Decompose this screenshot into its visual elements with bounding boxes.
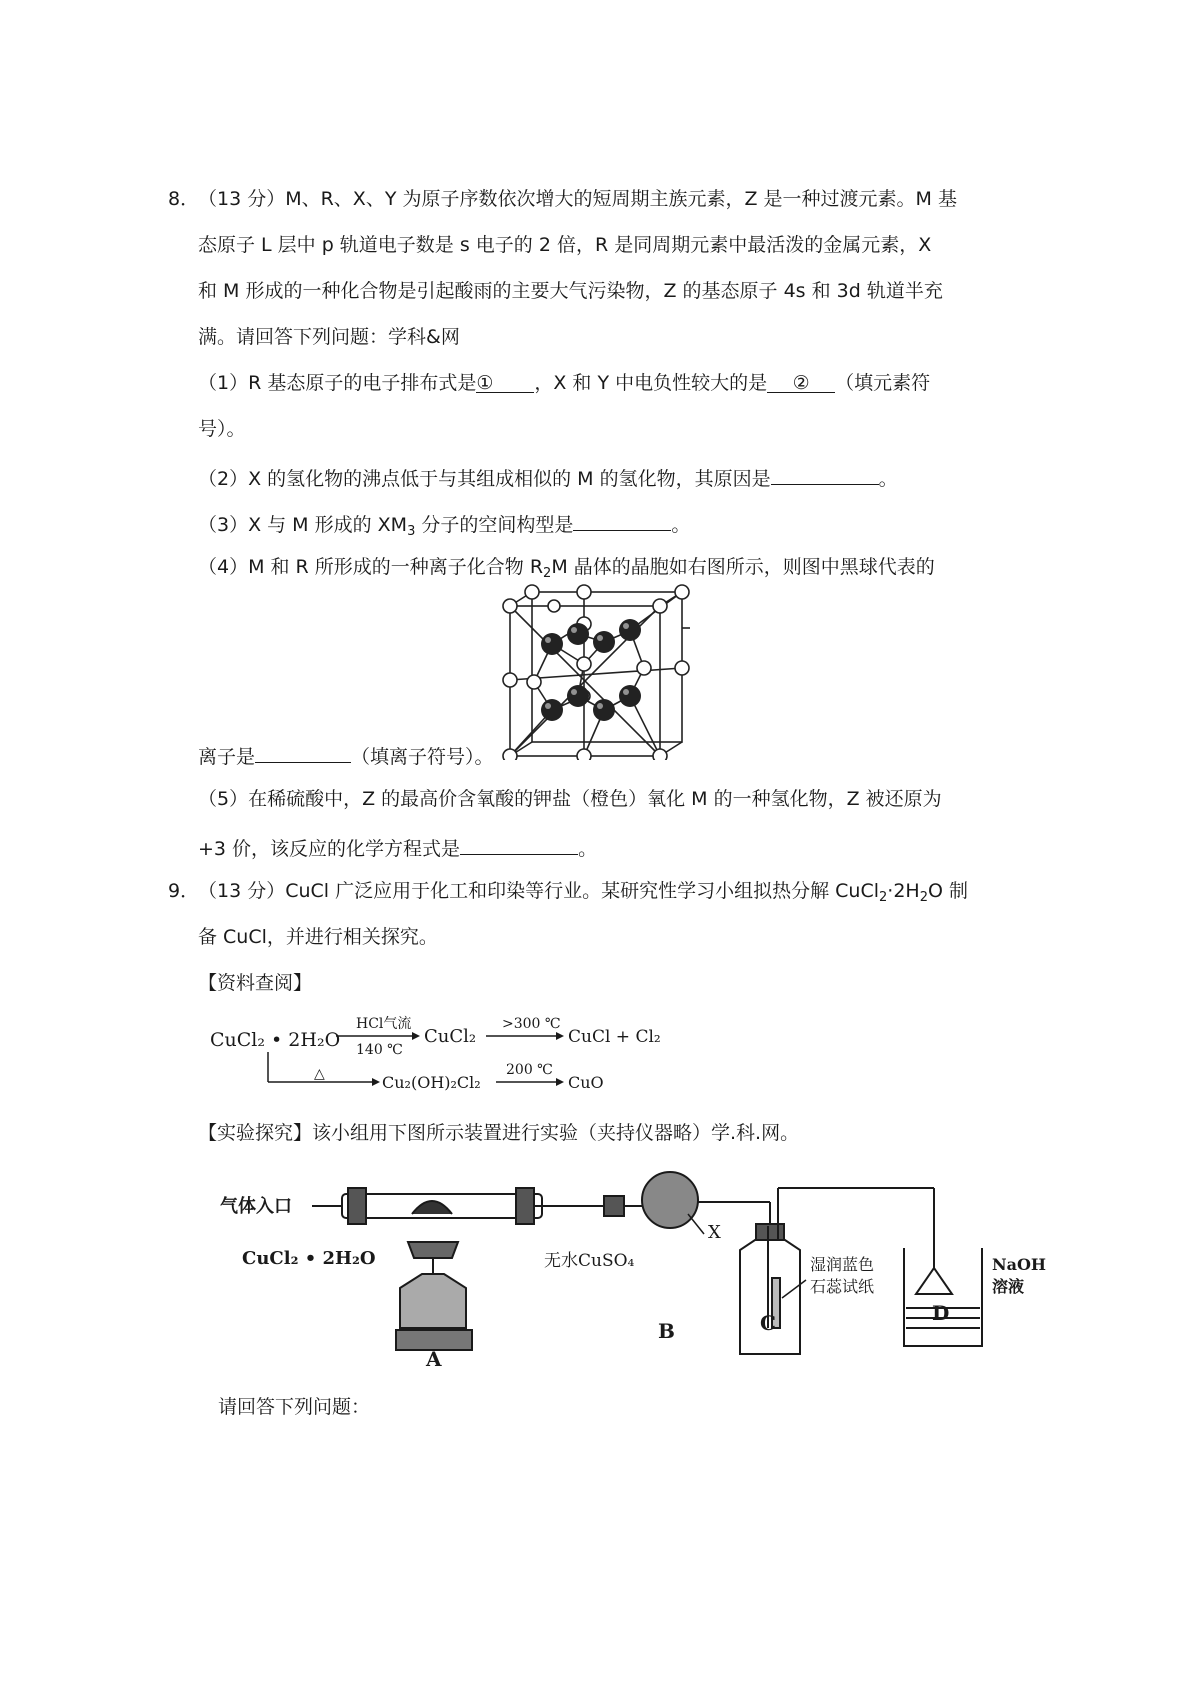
q8-part1-text-b: ，X 和 Y 中电负性较大的是 [534, 372, 768, 394]
label-b: B [658, 1319, 675, 1343]
q8-blank-5[interactable] [255, 740, 351, 763]
scheme-end1: CuCl + Cl₂ [568, 1027, 661, 1047]
q9-ref-title: 【资料查阅】 [198, 972, 313, 994]
q8-part4-sub: 2 [543, 566, 552, 581]
q8-part3-text-b: 分子的空间构型是 [415, 514, 574, 536]
litmus-pointer [782, 1280, 806, 1298]
q9-line2: 备 CuCl，并进行相关探究。 [198, 926, 438, 948]
scheme-arrowhead-2 [556, 1032, 564, 1040]
q8-part5: （5）在稀硫酸中，Z 的最高价含氧酸的钾盐（橙色）氧化 M 的一种氢化物，Z 被还原为 [198, 788, 942, 810]
q9-exp-title: 【实验探究】该小组用下图所示装置进行实验（夹持仪器略）学.科.网。 [198, 1122, 800, 1144]
scheme-cond2-top: >300 ℃ [502, 1016, 561, 1032]
label-x: X [708, 1222, 721, 1243]
q8-part5-end: 。 [578, 838, 598, 860]
scheme-mid2: Cu₂(OH)₂Cl₂ [382, 1073, 481, 1092]
scheme-cond4-top: 200 ℃ [506, 1062, 553, 1078]
q9-line1 [198, 878, 968, 904]
q8-blank-3[interactable] [771, 462, 879, 485]
label-d: D [932, 1301, 950, 1325]
scheme-arrowhead-3 [372, 1078, 380, 1086]
x-pointer [688, 1214, 704, 1234]
q9-line1-b: ·2H [887, 880, 920, 902]
label-anhydrous: 无水CuSO₄ [544, 1251, 635, 1271]
q8-blank-6[interactable] [460, 832, 578, 855]
q8-part4-text-c: 离子是 [198, 746, 256, 768]
label-gas-inlet: 气体入口 [220, 1196, 292, 1217]
q9-question: 请回答下列问题： [218, 1396, 371, 1418]
q8-part3-end: 。 [671, 514, 691, 536]
q8-part3-text-a: （3）X 与 M 形成的 XM [198, 514, 408, 536]
q8-part1-text-a: （1）R 基态原子的电子排布式是 [198, 372, 477, 394]
scheme-end2: CuO [568, 1073, 604, 1092]
q8-number: 8． [168, 188, 200, 210]
q9-line1-a: （13 分）CuCl 广泛应用于化工和印染等行业。某研究性学习小组拟热分解 CuCl [198, 880, 880, 902]
scheme-mid1: CuCl₂ [424, 1026, 477, 1047]
unit-cell-figure [494, 578, 694, 760]
label-litmus-1: 湿润蓝色 [810, 1255, 875, 1274]
q8-part4-text-d: （填离子符号）。 [351, 746, 494, 768]
q8-part3-sub: 3 [407, 524, 416, 539]
q8-part3 [198, 508, 690, 538]
q8-part1-text-c: （填元素符 [835, 372, 931, 394]
label-a: A [426, 1347, 442, 1370]
q8-blank-1[interactable]: ① [476, 370, 534, 393]
scheme-start: CuCl₂ • 2H₂O [210, 1029, 341, 1051]
q8-part4-text-b: M 晶体的晶胞如右图所示，则图中黑球代表的 [551, 556, 935, 578]
q8-part5-text-b: +3 价，该反应的化学方程式是 [198, 838, 461, 860]
scheme-cond1-top: HCl气流 [356, 1016, 412, 1032]
q8-part2-text: （2）X 的氢化物的沸点低于与其组成相似的 M 的氢化物，其原因是 [198, 468, 771, 490]
q8-part4-cont [198, 740, 494, 770]
reaction-scheme [206, 1002, 666, 1098]
q8-line3: 和 M 形成的一种化合物是引起酸雨的主要大气污染物，Z 的基态原子 4s 和 3d 轨道半充 [198, 280, 943, 302]
q8-part5-cont [198, 832, 597, 862]
q8-part1 [198, 370, 930, 396]
q8-blank-4[interactable] [573, 508, 671, 531]
q9-line1-sub2: 2 [919, 890, 928, 905]
label-litmus-2: 石蕊试纸 [810, 1277, 875, 1296]
q8-blank-2[interactable]: ② [767, 370, 835, 393]
q8-line1: （13 分）M、R、X、Y 为原子序数依次增大的短周期主族元素，Z 是一种过渡元素。M 基 [198, 188, 957, 210]
label-reagent: CuCl₂ • 2H₂O [242, 1248, 376, 1269]
label-c: C [760, 1311, 776, 1335]
q8-line2: 态原子 L 层中 p 轨道电子数是 s 电子的 2 倍，R 是同周期元素中最活泼的金属元素，X [198, 234, 932, 256]
q8-part4-text-a: （4）M 和 R 所形成的一种离子化合物 R [198, 556, 544, 578]
q8-line4: 满。请回答下列问题：学科&网 [198, 326, 460, 348]
q8-part4 [198, 554, 935, 580]
scheme-arrowhead-1 [412, 1032, 420, 1040]
q8-part2 [198, 462, 898, 492]
scheme-cond1-bottom: 140 ℃ [356, 1042, 403, 1058]
scheme-arrowhead-4 [556, 1078, 564, 1086]
q8-part1-cont: 号）。 [198, 418, 246, 440]
label-naoh-2: 溶液 [992, 1277, 1025, 1296]
drying-bulb [642, 1172, 698, 1228]
q9-line1-c: O 制 [928, 880, 968, 902]
label-naoh-1: NaOH [992, 1255, 1047, 1274]
apparatus-diagram [212, 1158, 1062, 1370]
q8-part2-end: 。 [878, 468, 898, 490]
q9-line1-sub: 2 [879, 890, 888, 905]
scheme-cond3-top: △ [314, 1066, 325, 1082]
q9-number: 9． [168, 880, 200, 902]
